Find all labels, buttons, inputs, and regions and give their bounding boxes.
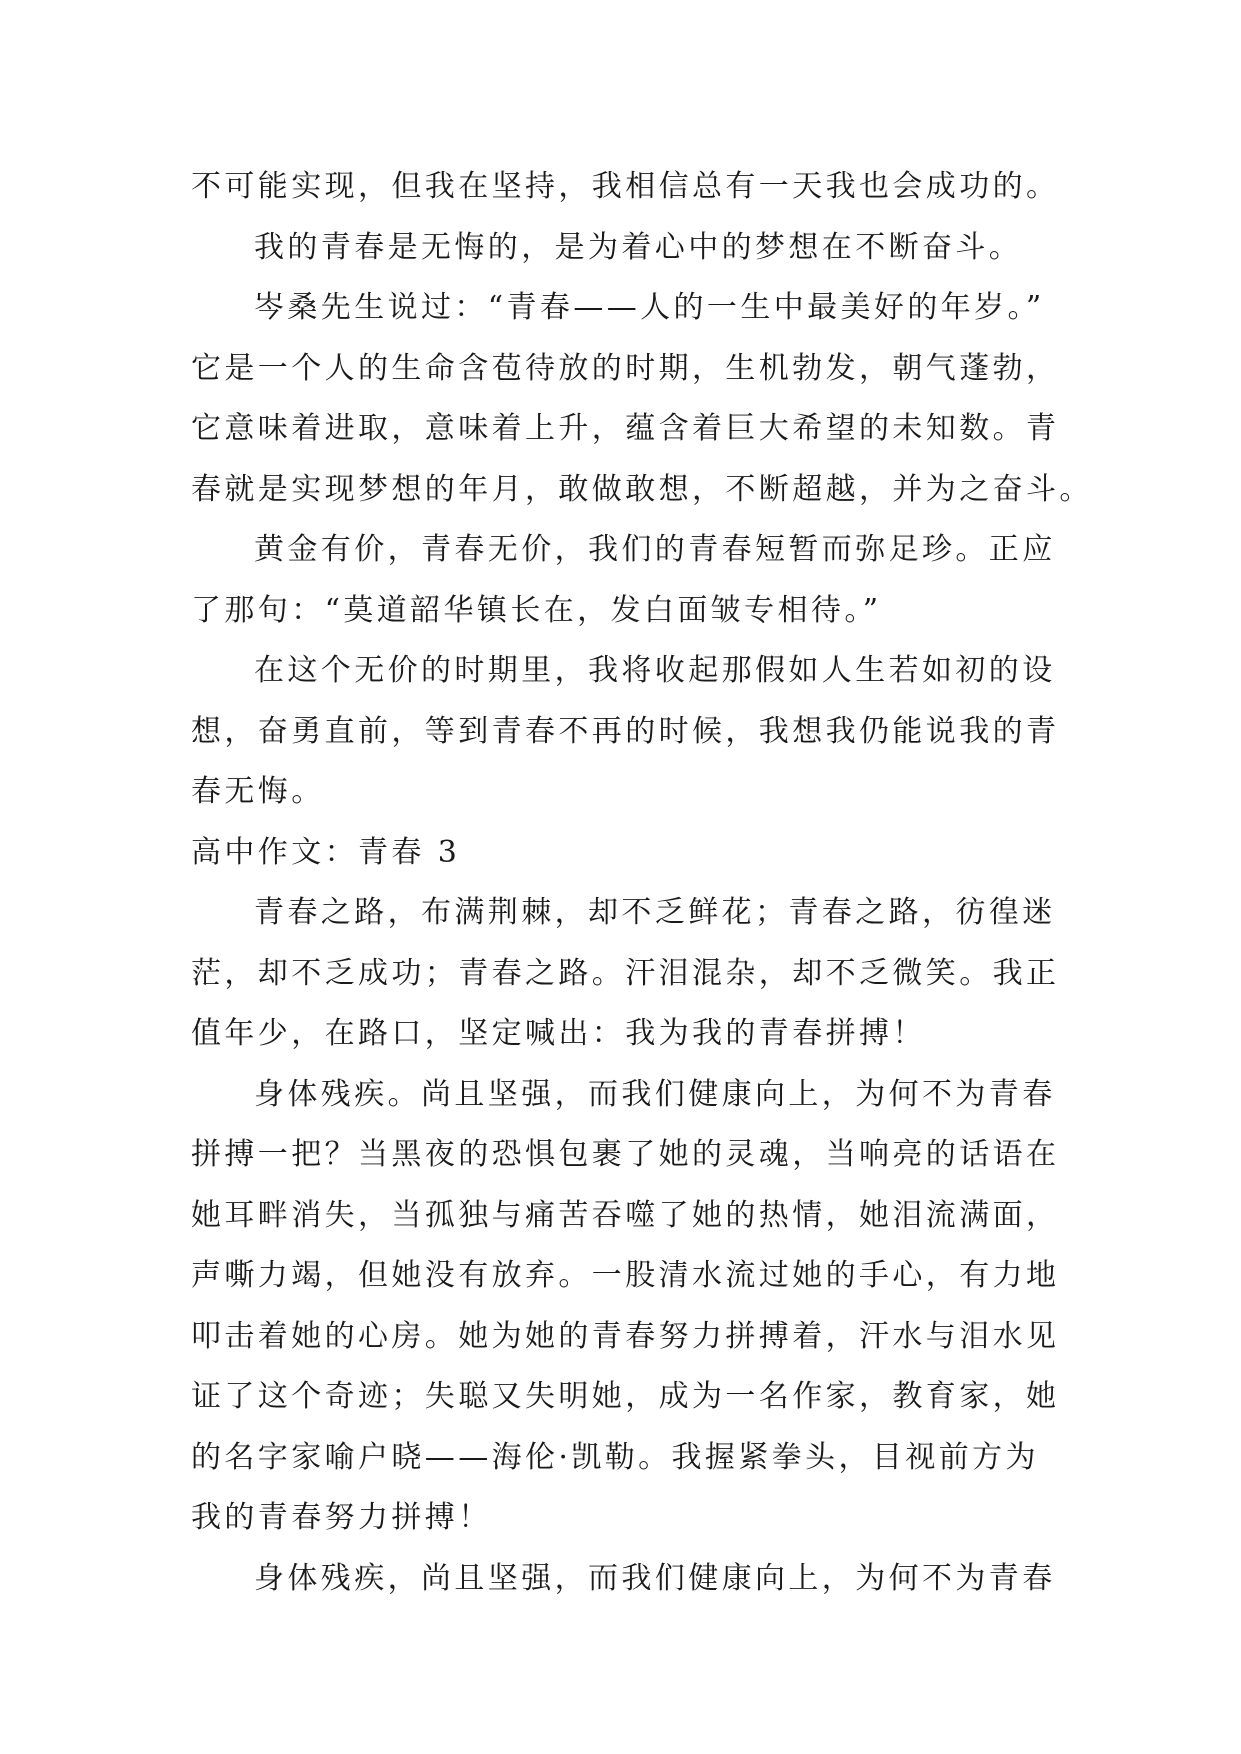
paragraph-start: 在这个无价的时期里，我将收起那假如人生若如初的设	[254, 653, 1056, 688]
text-line: 想，奋勇直前，等到青春不再的时候，我想我仍能说我的青	[191, 713, 1060, 749]
text-line: 茫，却不乏成功；青春之路。汗泪混杂，却不乏微笑。我正	[191, 955, 1060, 991]
text-line: 声嘶力竭，但她没有放弃。一股清水流过她的手心，有力地	[191, 1258, 1060, 1293]
text-line: 值年少，在路口，坚定喊出：我为我的青春拼搏！	[191, 1016, 926, 1051]
text-line: 春就是实现梦想的年月，敢做敢想，不断超越，并为之奋斗。	[191, 471, 1093, 507]
paragraph-start: 岑桑先生说过：“青春——人的一生中最美好的年岁。”	[254, 290, 1045, 325]
paragraph-start: 身体残疾，尚且坚强，而我们健康向上，为何不为青春	[254, 1560, 1056, 1596]
paragraph-start: 黄金有价，青春无价，我们的青春短暂而弥足珍。正应	[254, 532, 1056, 567]
paragraph-start: 我的青春是无悔的，是为着心中的梦想在不断奋斗。	[254, 229, 1023, 265]
paragraph-start: 身体残疾。尚且坚强，而我们健康向上，为何不为青春	[254, 1076, 1056, 1112]
text-line: 的名字家喻户晓——海伦·凯勒。我握紧拳头，目视前方为	[191, 1439, 1039, 1475]
text-line: 春无悔。	[191, 774, 325, 809]
text-line: 了那句：“莫道韶华镇长在，发白面皱专相待。”	[191, 592, 882, 628]
text-line: 证了这个奇迹；失聪又失明她，成为一名作家，教育家，她	[191, 1379, 1060, 1414]
text-line: 不可能实现，但我在坚持，我相信总有一天我也会成功的。	[191, 169, 1060, 204]
section-heading: 高中作文：青春 3	[191, 834, 461, 870]
text-line: 它意味着进取，意味着上升，蕴含着巨大希望的未知数。青	[191, 411, 1060, 446]
text-line: 我的青春努力拼搏！	[191, 1500, 492, 1535]
text-line: 叩击着她的心房。她为她的青春努力拼搏着，汗水与泪水见	[191, 1318, 1060, 1354]
text-line: 拼搏一把？当黑夜的恐惧包裹了她的灵魂，当响亮的话语在	[191, 1137, 1060, 1172]
paragraph-start: 青春之路，布满荆棘，却不乏鲜花；青春之路，彷徨迷	[254, 895, 1056, 930]
text-line: 它是一个人的生命含苞待放的时期，生机勃发，朝气蓬勃，	[191, 350, 1060, 386]
document-body	[191, 157, 1093, 1609]
text-line: 她耳畔消失，当孤独与痛苦吞噬了她的热情，她泪流满面，	[191, 1197, 1060, 1233]
